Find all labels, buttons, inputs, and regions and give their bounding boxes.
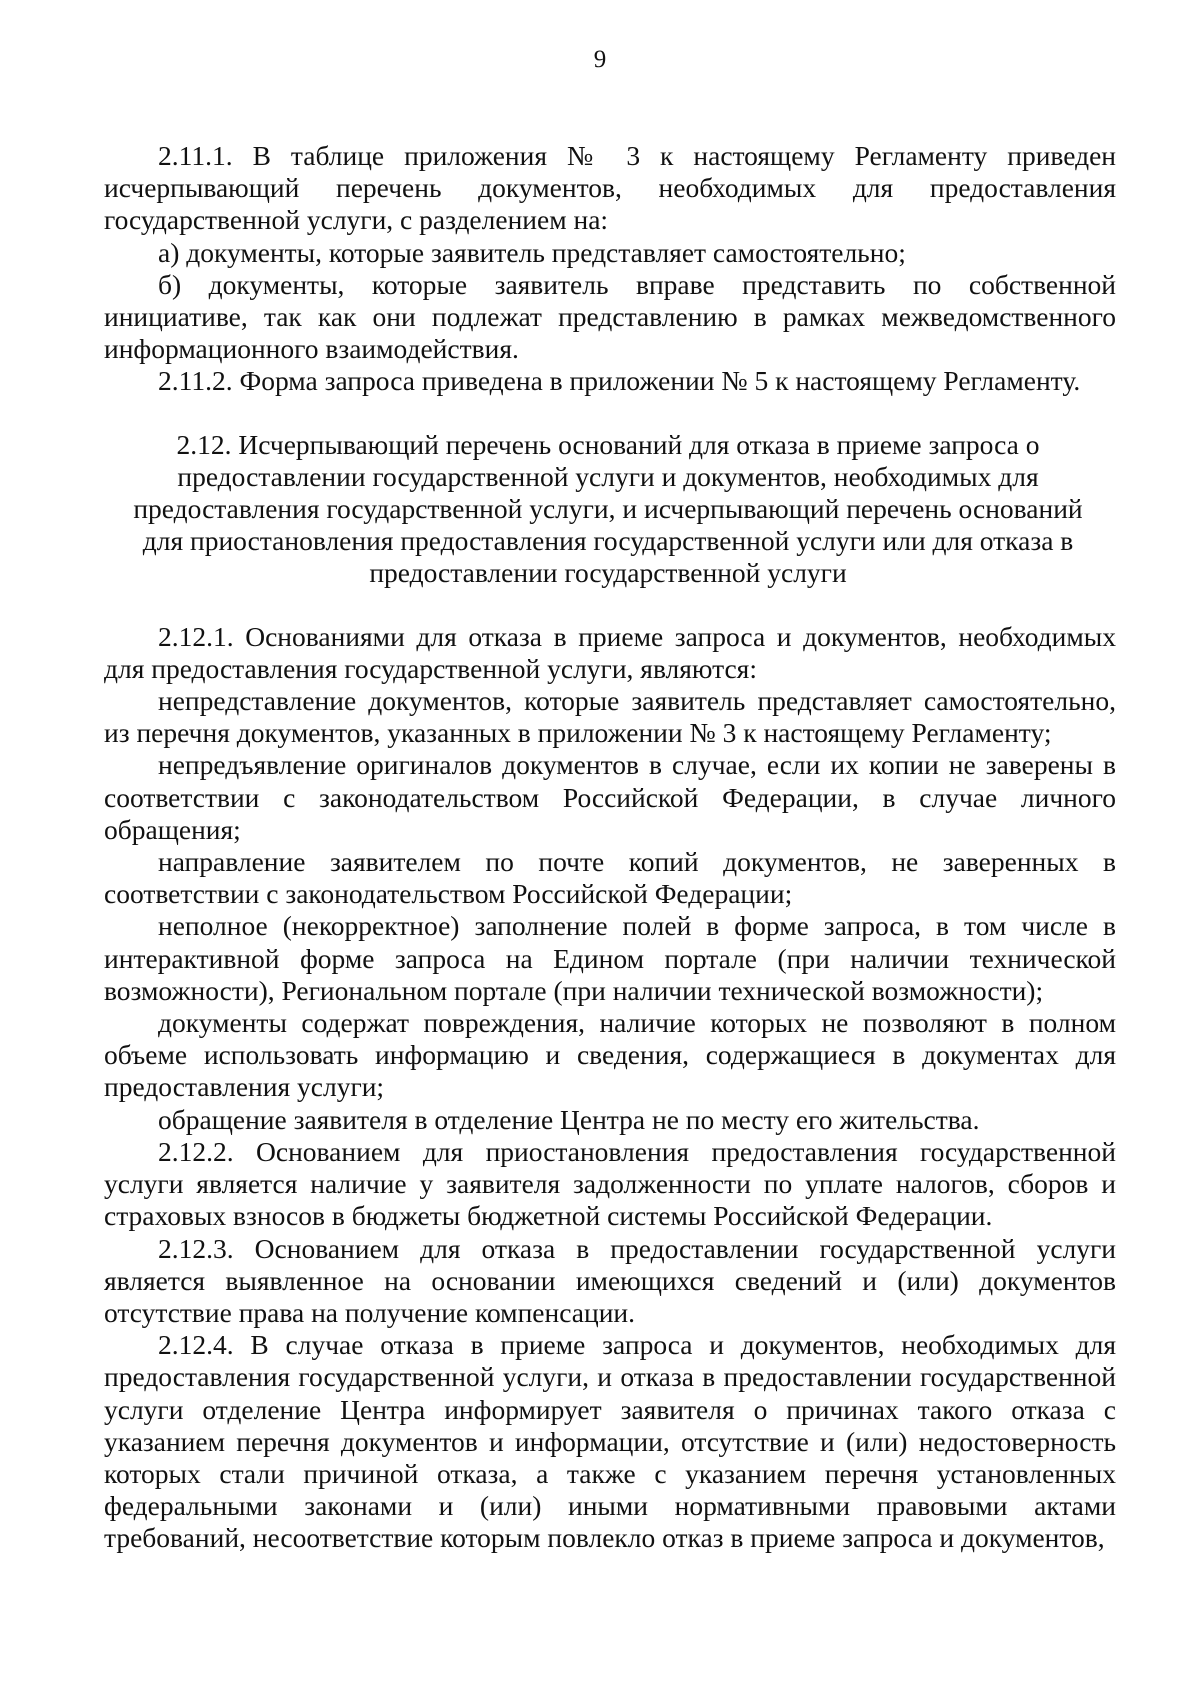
paragraph-2-12-4: 2.12.4. В случае отказа в приеме запроса и документов, необходимых для предоставления государственной услуги, и отказа в предоставлении государственной услуги отделение Центра информирует заявителя о причинах такого отказа с указанием перечня документов и информации, отсутствие и (или) недостоверность которых стали причиной отказа, а также с указанием перечня установленных федеральными законами и (или) иными нормативными правовыми актами требований, несоответствие которым повлекло отказ в приеме запроса и документов, (104, 1329, 1116, 1554)
ground-item-5: документы содержат повреждения, наличие которых не позволяют в полном объеме использовать информацию и сведения, содержащиеся в документах для предоставления услуги; (104, 1007, 1116, 1103)
paragraph-2-12-1: 2.12.1. Основаниями для отказа в приеме запроса и документов, необходимых для предоставления государственной услуги, являются: (104, 620, 1116, 684)
page-number: 9 (593, 46, 607, 73)
ground-item-3: направление заявителем по почте копий документов, не заверенных в соответствии с законодательством Российской Федерации; (104, 846, 1116, 910)
ground-item-1: непредставление документов, которые заявитель представляет самостоятельно, из перечня документов, указанных в приложении № 3 к настоящему Регламенту; (104, 685, 1116, 749)
document-body (104, 140, 1116, 1555)
section-heading-2-12: 2.12. Исчерпывающий перечень оснований для отказа в приеме запроса о предоставлении государственной услуги и документов, необходимых для предоставления государственной услуги, и исчерпывающий перечень оснований для приостановления предоставления государственной услуги или для отказа в предоставлении государственной услуги (133, 428, 1083, 589)
paragraph-2-12-3: 2.12.3. Основанием для отказа в предоставлении государственной услуги является выявленное на основании имеющихся сведений и (или) документов отсутствие права на получение компенсации. (104, 1232, 1116, 1328)
ground-item-6: обращение заявителя в отделение Центра не по месту его жительства. (158, 1103, 980, 1135)
ground-item-4: неполное (некорректное) заполнение полей в форме запроса, в том числе в интерактивной форме запроса на Едином портале (при наличии технической возможности), Региональном портале (при наличии технической возможности); (104, 910, 1116, 1006)
paragraph-2-11-2: 2.11.2. Форма запроса приведена в приложении № 5 к настоящему Регламенту. (158, 365, 1081, 397)
list-item-a: а) документы, которые заявитель представляет самостоятельно; (158, 236, 906, 268)
list-item-b: б) документы, которые заявитель вправе представить по собственной инициативе, так как они подлежат представлению в рамках межведомственного информационного взаимодействия. (104, 268, 1116, 365)
paragraph-2-11-1: 2.11.1. В таблице приложения № 3 к настоящему Регламенту приведен исчерпывающий перечень документов, необходимых для предоставления государственной услуги, с разделением на: (104, 140, 1116, 236)
ground-item-2: непредъявление оригиналов документов в случае, если их копии не заверены в соответствии с законодательством Российской Федерации, в случае личного обращения; (104, 749, 1116, 845)
paragraph-2-12-2: 2.12.2. Основанием для приостановления предоставления государственной услуги является наличие у заявителя задолженности по уплате налогов, сборов и страховых взносов в бюджеты бюджетной системы Российской Федерации. (104, 1135, 1116, 1232)
